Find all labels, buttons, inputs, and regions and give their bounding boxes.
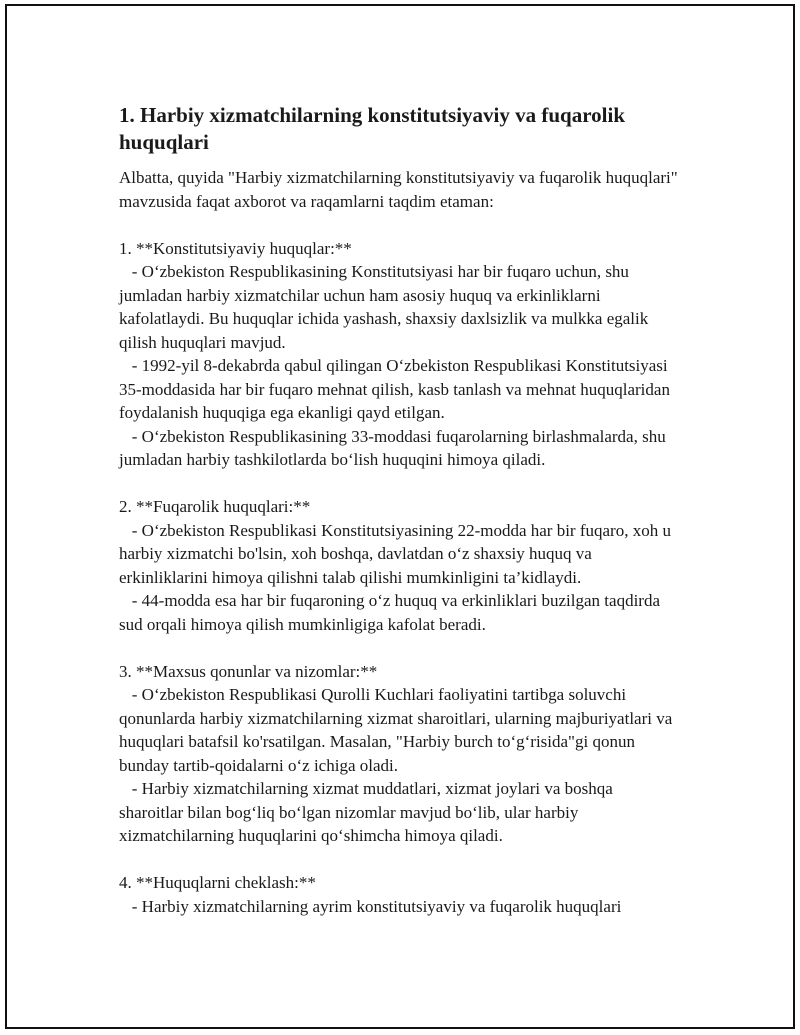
- document-body: Albatta, quyida "Harbiy xizmatchilarning konstitutsiyaviy va fuqarolik huquqlari" mavzusida faqat axborot va raqamlarni taqdim etaman: 1. **Konstitutsiyaviy huquqlar:** - O‘zbekiston Respublikasining Konstitutsiyasi har bir fuqaro uchun, shu jumladan harbiy xizmatchilar uchun ham asosiy huquq va erkinliklarni kafolatlaydi. Bu huquqlar ichida yashash, shaxsiy daxlsizlik va mulkka egalik qilish huquqlari mavjud. - 1992-yil 8-dekabrda qabul qilingan O‘zbekiston Respublikasi Konstitutsiyasi 35-moddasida har bir fuqaro mehnat qilish, kasb tanlash va mehnat huquqlaridan foydalanish huquqiga ega ekanligi qayd etilgan. - O‘zbekiston Respublikasining 33-moddasi fuqarolarning birlashmalarda, shu jumladan harbiy tashkilotlarda bo‘lish huquqini himoya qiladi. 2. **Fuqarolik huquqlari:** - O‘zbekiston Respublikasi Konstitutsiyasining 22-modda har bir fuqaro, xoh u harbiy xizmatchi bo'lsin, xoh boshqa, davlatdan o‘z shaxsiy huquq va erkinliklarini himoya qilishni talab qilishi mumkinligini ta’kidlaydi. - 44-modda esa har bir fuqaroning o‘z huquq va erkinliklari buzilgan taqdirda sud orqali himoya qilish mumkinligiga kafolat beradi. 3. **Maxsus qonunlar va nizomlar:** - O‘zbekiston Respublikasi Qurolli Kuchlari faoliyatini tartibga soluvchi qonunlarda harbiy xizmatchilarning xizmat sharoitlari, ularning majburiyatlari va huquqlari batafsil ko'rsatilgan. Masalan, "Harbiy burch to‘g‘risida"gi qonun bunday tartib-qoidalarni o‘z ichiga oladi. - Harbiy xizmatchilarning xizmat muddatlari, xizmat joylari va boshqa sharoitlar bilan bog‘liq bo‘lgan nizomlar mavjud bo‘lib, ular harbiy xizmatchilarning huquqlarini qo‘shimcha himoya qiladi. 4. **Huquqlarni cheklash:** - Harbiy xizmatchilarning ayrim konstitutsiyaviy va fuqarolik huquqlari: [119, 168, 678, 916]
- document-content: [119, 102, 679, 918]
- document-page: [5, 4, 795, 1029]
- document-title: 1. Harbiy xizmatchilarning konstitutsiyaviy va fuqarolik huquqlari: [119, 103, 625, 154]
